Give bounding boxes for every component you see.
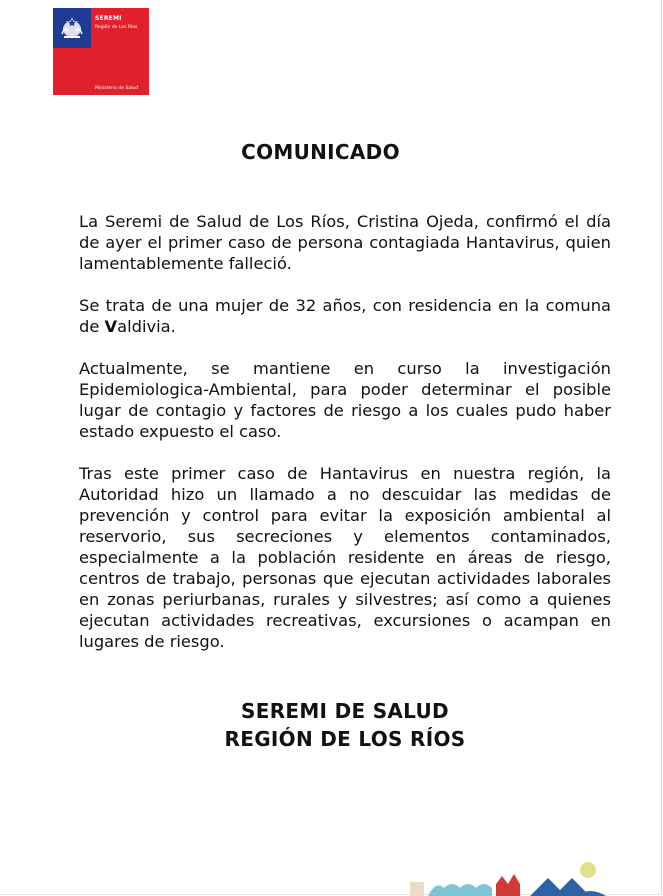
logo-ministry: Ministerio de Salud (95, 86, 139, 91)
coat-of-arms-icon (57, 12, 87, 42)
document-title: COMUNICADO (241, 140, 400, 164)
paragraph-2-tail: aldivia. (117, 317, 176, 336)
logo-red-lower (53, 48, 91, 95)
signature-line-1: SEREMI DE SALUD (241, 699, 449, 723)
paragraph-4: Tras este primer caso de Hantavirus en nuestra región, la Autoridad hizo un llamado a no descuidar las medidas de prevención y control para evitar la exposición ambiental al reservorio, sus secreciones y elementos contaminados, especialmente a la población residente en áreas de riesgo, centros de trabajo, personas que ejecutan actividades laborales en zonas periurbanas, rurales y silvestres; así como a quienes ejecutan actividades recreativas, excursiones o acampan en lugares de riesgo. (79, 464, 611, 651)
paragraph-2-text: Se trata de una mujer de 32 años, con residencia en la comuna de (79, 296, 611, 336)
logo-org-name: SEREMI (95, 15, 122, 22)
seremi-logo (53, 8, 149, 95)
document-body (79, 211, 611, 673)
logo-region: Región de Los Ríos (95, 25, 138, 30)
paragraph-3: Actualmente, se mantiene en curso la investigación Epidemiologica-Ambiental, para poder determinar el posible lugar de contagio y factores de riesgo a los cuales pudo haber estado expuesto el caso. (79, 359, 611, 441)
signature-line-2: REGIÓN DE LOS RÍOS (224, 727, 466, 751)
paragraph-2 (79, 295, 611, 337)
paragraph-2-bold: V (104, 317, 118, 336)
footer-decoration-icon (410, 858, 620, 896)
signature-block (0, 697, 663, 753)
paragraph-1: La Seremi de Salud de Los Ríos, Cristina Ojeda, confirmó el día de ayer el primer caso de persona contagiada Hantavirus, quien lamentablemente falleció. (79, 212, 611, 273)
